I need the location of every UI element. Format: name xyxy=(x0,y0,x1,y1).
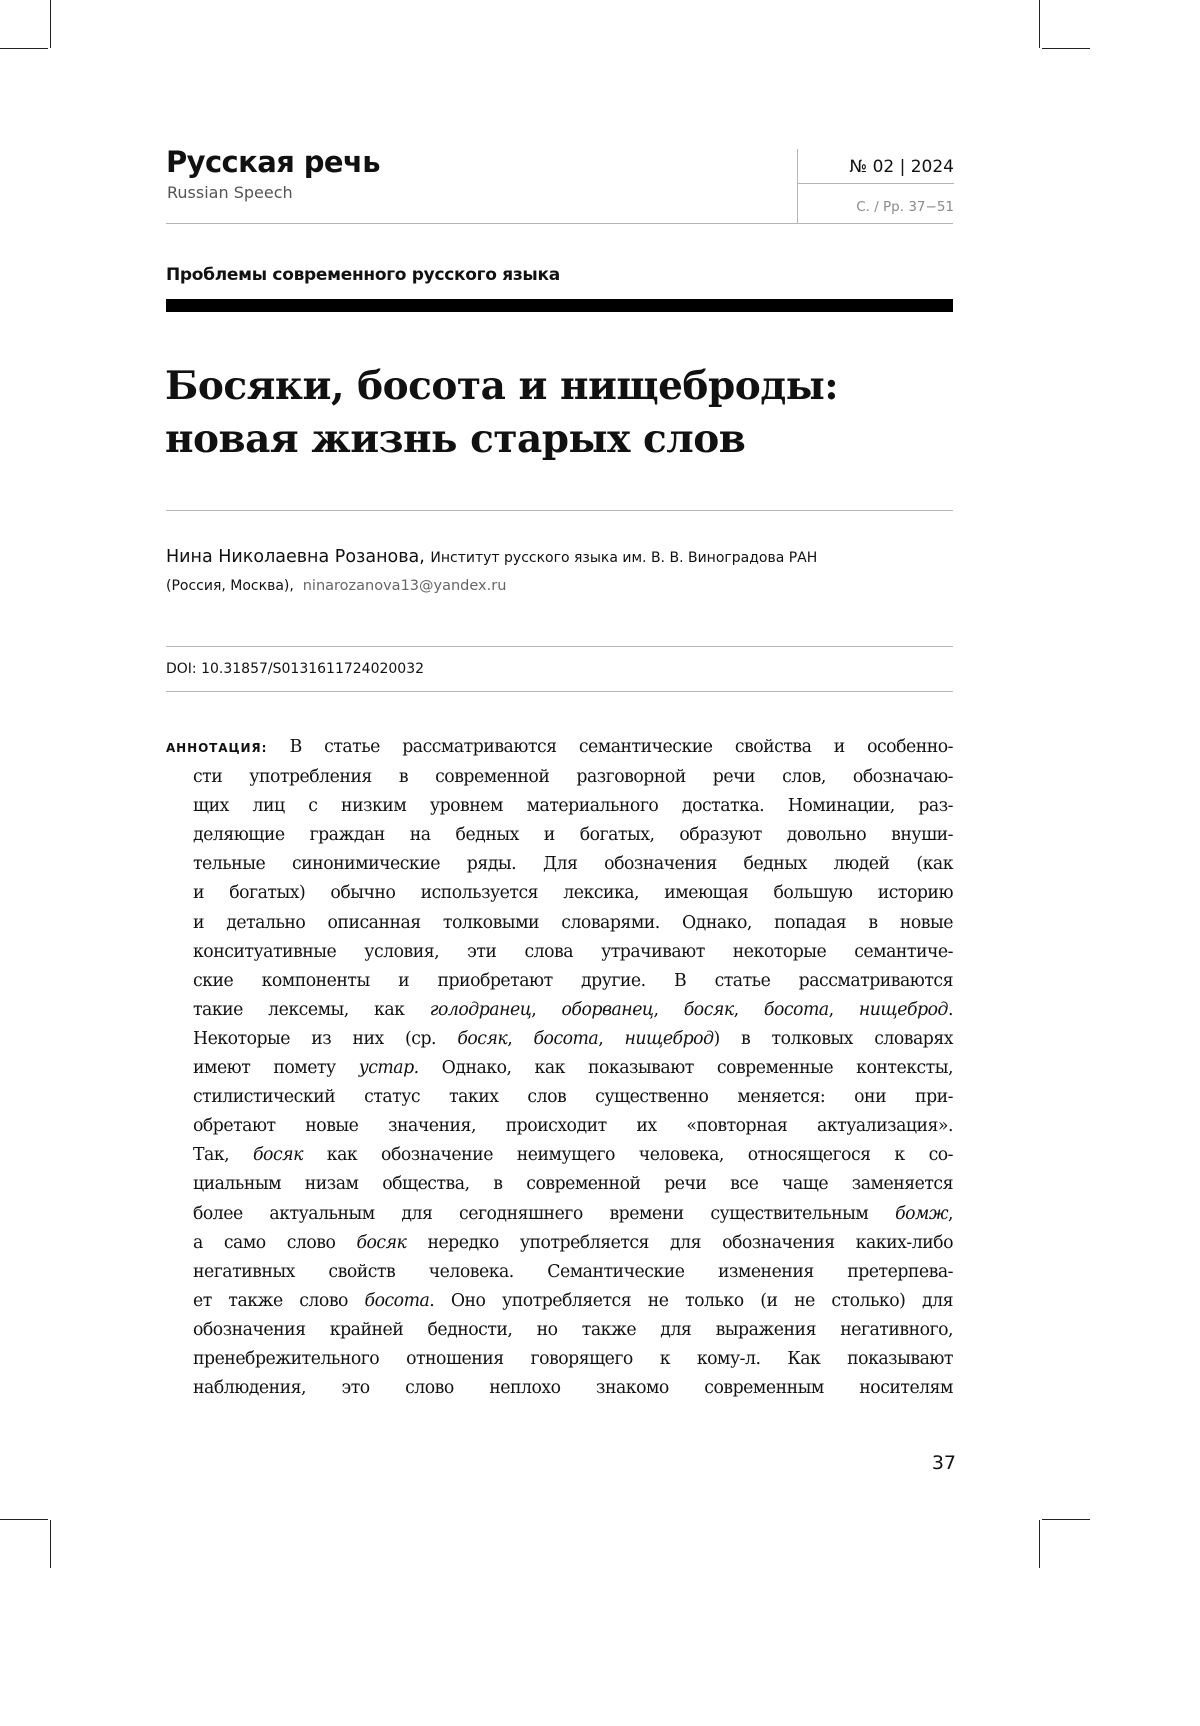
issue-number: № 02 | 2024 xyxy=(849,157,954,177)
abstract-line: сти употребления в современной разговорной речи слов, обозначаю- xyxy=(193,767,953,788)
italic-term: устар. xyxy=(358,1058,419,1079)
section-rule xyxy=(166,299,953,312)
crop-mark xyxy=(0,1519,48,1520)
abstract-label: АННОТАЦИЯ: xyxy=(166,741,268,755)
abstract-line: циальным низам общества, в современной речи все чаще заменяется xyxy=(193,1174,953,1195)
journal-subtitle: Russian Speech xyxy=(167,183,293,202)
abstract-line: деляющие граждан на бедных и богатых, образуют довольно внуши- xyxy=(193,825,953,846)
abstract-line: тельные синонимические ряды. Для обозначения бедных людей (как xyxy=(193,854,953,875)
italic-term: голодранец xyxy=(429,999,532,1020)
crop-mark xyxy=(1039,1520,1040,1568)
divider xyxy=(166,510,953,511)
abstract-line: пренебрежительного отношения говорящего к кому-л. Как показывают xyxy=(193,1348,953,1369)
author-name: Нина Николаевна Розанова, xyxy=(166,547,425,567)
page-number: 37 xyxy=(931,1452,956,1474)
italic-term: босяк xyxy=(457,1028,508,1049)
abstract-line: наблюдения, это слово неплохо знакомо современным носителям xyxy=(193,1378,953,1399)
divider xyxy=(166,691,953,692)
article-title: Босяки, босота и нищеброды: новая жизнь старых слов xyxy=(165,363,839,462)
italic-term: босяк xyxy=(253,1145,303,1166)
abstract-line: конситуативные условия, эти слова утрачивают некоторые семантиче- xyxy=(193,941,953,962)
italic-term: нищеброд xyxy=(624,1028,714,1049)
abstract-line: и богатых) обычно используется лексика, имеющая большую историю xyxy=(193,883,953,904)
abstract-line: обретают новые значения, происходит их «повторная актуализация». xyxy=(193,1116,953,1137)
italic-term: бомж xyxy=(895,1203,948,1224)
italic-term: босота xyxy=(364,1290,430,1311)
abstract-line: обозначения крайней бедности, но также для выражения негативного, xyxy=(193,1319,953,1340)
page-range: С. / Pp. 37−51 xyxy=(856,199,954,215)
crop-mark xyxy=(50,0,51,48)
author-affiliation: Институт русского языка им. В. В. Виноградова РАН xyxy=(430,550,818,566)
divider xyxy=(166,646,953,647)
author-line-2 xyxy=(166,575,506,597)
abstract-line: и детально описанная толковыми словарями. Однако, попадая в новые xyxy=(193,912,953,933)
crop-mark xyxy=(1042,48,1090,49)
author-line xyxy=(166,544,817,571)
italic-term: босяк xyxy=(356,1232,407,1253)
crop-mark xyxy=(0,48,48,49)
italic-term: нищеброд xyxy=(858,999,948,1020)
journal-title: Русская речь xyxy=(166,145,380,179)
crop-mark xyxy=(50,1520,51,1568)
abstract-line: стилистический статус таких слов существенно меняется: они при- xyxy=(193,1087,953,1108)
author-email-link[interactable]: ninarozanova13@yandex.ru xyxy=(302,578,507,594)
divider xyxy=(166,223,953,224)
author-location: (Россия, Москва), xyxy=(166,578,294,594)
abstract-line: ет также слово босота. Оно употребляется не только (и не столько) для xyxy=(193,1290,953,1311)
abstract-line xyxy=(166,733,953,763)
abstract-line: имеют помету устар. Однако, как показывают современные контексты, xyxy=(193,1058,953,1079)
italic-term: босяк xyxy=(683,999,734,1020)
abstract-line: а само слово босяк нередко употребляется для обозначения каких-либо xyxy=(193,1232,953,1253)
crop-mark xyxy=(1039,0,1040,48)
abstract-line: Некоторые из них (ср. босяк, босота, нищеброд) в толковых словарях xyxy=(193,1028,954,1049)
italic-term: оборванец xyxy=(561,999,654,1020)
italic-term: босота xyxy=(533,1028,599,1049)
italic-term: босота xyxy=(763,999,829,1020)
abstract-line: более актуальным для сегодняшнего времени существительным бомж, xyxy=(193,1203,953,1224)
abstract xyxy=(166,733,953,1403)
section-label: Проблемы современного русского языка xyxy=(166,265,560,285)
abstract-line: негативных свойств человека. Семантические изменения претерпева- xyxy=(193,1261,953,1282)
abstract-line: ские компоненты и приобретают другие. В статье рассматриваются xyxy=(193,970,953,991)
abstract-line: щих лиц с низким уровнем материального достатка. Номинации, раз- xyxy=(193,796,953,817)
issue-box xyxy=(797,149,954,223)
crop-mark xyxy=(1042,1519,1090,1520)
abstract-line-text: В статье рассматриваются семантические свойства и особенно- xyxy=(289,737,953,757)
doi: DOI: 10.31857/S0131611724020032 xyxy=(166,661,425,677)
divider xyxy=(798,183,954,184)
abstract-line: такие лексемы, как голодранец, оборванец, босяк, босота, нищеброд. xyxy=(193,999,953,1020)
abstract-line: Так, босяк как обозначение неимущего человека, относящегося к со- xyxy=(193,1145,953,1166)
